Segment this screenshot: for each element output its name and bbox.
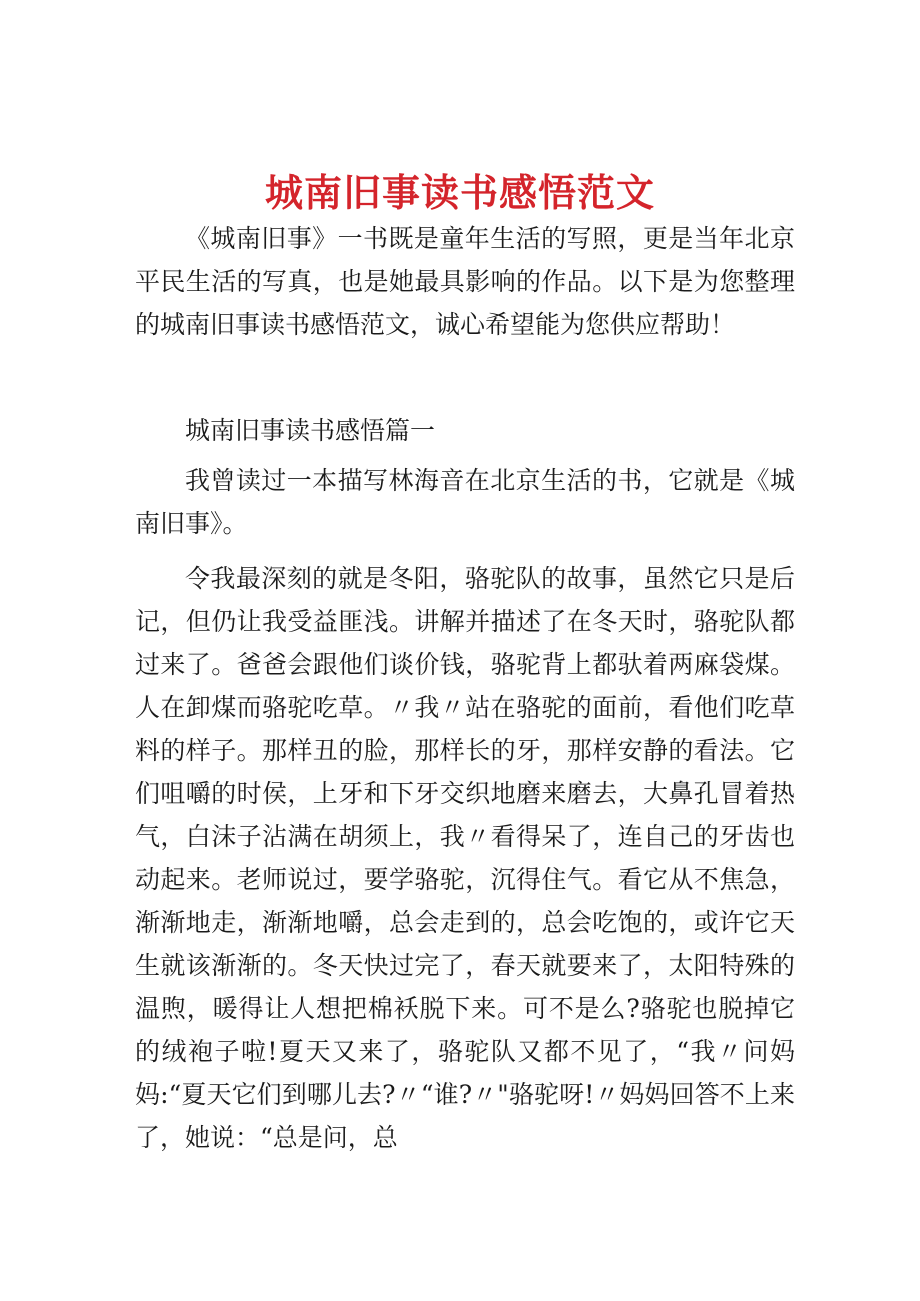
- body-paragraph: 我曾读过一本描写林海音在北京生活的书，它就是《城南旧事》。: [135, 466, 795, 538]
- section-heading: 城南旧事读书感悟篇一: [185, 416, 436, 445]
- intro-paragraph: 《城南旧事》一书既是童年生活的写照，更是当年北京平民生活的写真，也是她最具影响的作品。以下是为您整理的城南旧事读书感悟范文，诚心希望能为您供应帮助！: [135, 224, 795, 339]
- document-title: 城南旧事读书感悟范文: [264, 170, 655, 216]
- body-paragraph: 令我最深刻的就是冬阳，骆驼队的故事，虽然它只是后记，但仍让我受益匪浅。讲解并描述了在冬天时，骆驼队都过来了。爸爸会跟他们谈价钱，骆驼背上都驮着两麻袋煤。人在卸煤而骆驼吃草。〃我〃站在骆驼的面前，看他们吃草料的样子。那样丑的脸，那样长的牙，那样安静的看法。它们咀嚼的时侯，上牙和下牙交织地磨来磨去，大鼻孔冒着热气，白沫子沾满在胡须上，我〃看得呆了，连自己的牙齿也动起来。老师说过，要学骆驼，沉得住气。看它从不焦急，渐渐地走，渐渐地嚼，总会走到的，总会吃饱的，或许它天生就该渐渐的。冬天快过完了，春天就要来了，太阳特殊的温煦，暖得让人想把棉袄脱下来。可不是么?骆驼也脱掉它的绒袍子啦!夏天又来了，骆驼队又都不见了，“我〃问妈妈:“夏天它们到哪儿去?〃“谁?〃"骆驼呀!〃妈妈回答不上来了，她说：“总是问，总: [135, 564, 795, 1152]
